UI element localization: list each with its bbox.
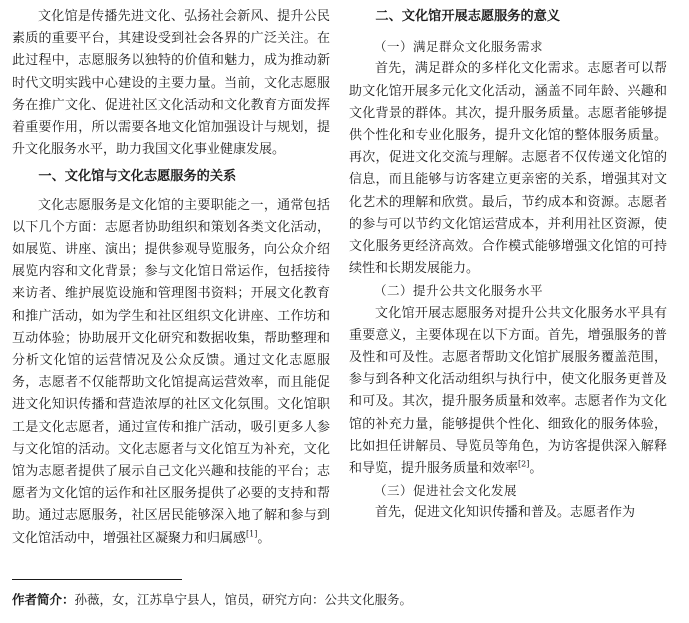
subheading-meet-needs: （一）满足群众文化服务需求 (374, 39, 544, 55)
improve-service-end: 。 (529, 461, 543, 477)
section-heading-relationship: 一、文化馆与文化志愿服务的关系 (38, 169, 237, 185)
author-bio-label: 作者简介： (12, 592, 75, 607)
citation-1[interactable]: [1] (246, 529, 258, 539)
meet-needs-paragraph: 首先，满足群众的多样化文化需求。志愿者可以帮助文化馆开展多元化文化活动，涵盖不同年龄、兴趣和文化背景的群体。其次，提升服务质量。志愿者能够提供个性化和专业化服务，提升文化馆的整体服务质量。再次，促进文化交流与理解。志愿者不仅传递文化馆的信息，而且能够与访客建立更亲密的关系，增强其对文化艺术的理解和欣赏。最后，节约成本和资源。志愿者的参与可以节约文化馆运营成本，并利用社区资源，使文化服务更经济高效。合作模式能够增强文化馆的可持续性和长期发展能力。 (349, 61, 667, 277)
author-bio (12, 591, 672, 609)
subheading-social-development: （三）促进社会文化发展 (374, 483, 518, 499)
relationship-paragraph (12, 195, 330, 550)
relationship-paragraph-end: 。 (257, 530, 271, 546)
section-heading-significance: 二、文化馆开展志愿服务的意义 (375, 9, 561, 24)
citation-2[interactable]: [2] (518, 459, 530, 469)
subheading-improve-service: （二）提升公共文化服务水平 (374, 283, 544, 299)
author-bio-text: 孙薇，女，江苏阜宁县人，馆员，研究方向：公共文化服务。 (74, 592, 413, 607)
social-development-paragraph: 首先，促进文化知识传播和普及。志愿者作为 (375, 505, 636, 521)
improve-service-text: 文化馆开展志愿服务对提升公共文化服务水平具有重要意义，主要体现在以下方面。首先，增强服务的普及性和可及性。志愿者帮助文化馆扩展服务覆盖范围，参与到各种文化活动组织与执行中，使文化服务更普及和可及。其次，提升服务质量和效率。志愿者作为文化馆的补充力量，能够提供个性化、细致化的服务体验，比如担任讲解员、导览员等角色，为访客提供深入解释和导览，提升服务质量和效率 (349, 305, 667, 477)
improve-service-paragraph (349, 303, 667, 481)
left-column (12, 6, 330, 550)
footnote-divider (12, 579, 182, 580)
right-column (349, 6, 667, 525)
relationship-paragraph-text: 文化志愿服务是文化馆的主要职能之一，通常包括以下几个方面：志愿者协助组织和策划各类文化活动，如展览、讲座、演出；提供参观导览服务，向公众介绍展览内容和文化背景；参与文化馆日常运作，包括接待来访者、维护展览设施和管理图书资料；开展文化教育和推广活动，如为学生和社区组织文化讲座、工作坊和互动体验；协助展开文化研究和数据收集，帮助整理和分析文化馆的运营情况及公众反馈。通过文化志愿服务，志愿者不仅能帮助文化馆提高运营效率，而且能促进文化知识传播和营造浓厚的社区文化氛围。文化馆职工是文化志愿者，通过宣传和推广活动，吸引更多人参与文化馆的活动。文化志愿者与文化馆互为补充，文化馆为志愿者提供了展示自己文化兴趣和技能的平台；志愿者为文化馆的运作和社区服务提供了必要的支持和帮助。通过志愿服务，社区居民能够深入地了解和参与到文化馆活动中，增强社区凝聚力和归属感 (12, 197, 330, 546)
intro-paragraph: 文化馆是传播先进文化、弘扬社会新风、提升公民素质的重要平台，其建设受到社会各界的广泛关注。在此过程中，志愿服务以独特的价值和魅力，成为推动新时代文明实践中心建设的主要力量。当前，文化志愿服务在推广文化、促进社区文化活动和文化教育方面发挥着重要作用，所以需要各地文化馆加强设计与规划，提升文化服务水平，助力我国文化事业健康发展。 (12, 9, 330, 158)
